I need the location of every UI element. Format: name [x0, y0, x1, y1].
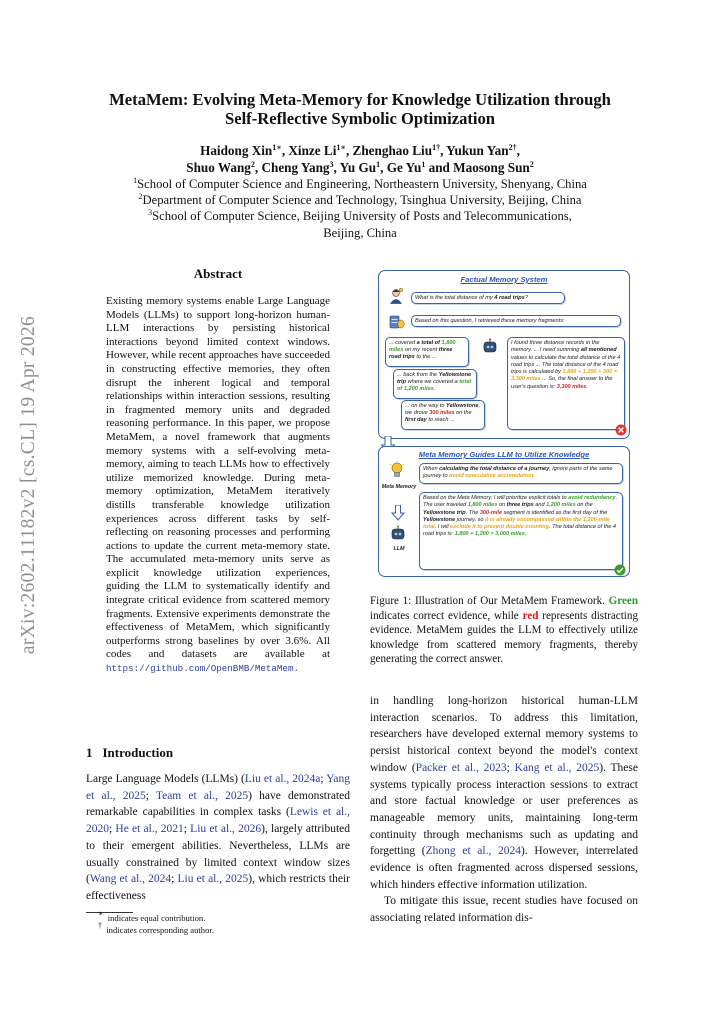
- paragraph-text: ;: [320, 773, 327, 785]
- meta-memory-panel: [378, 446, 630, 577]
- wrong-answer-bubble: I found three distance records in the memory. ... I need summing all mentioned values to calculate the total distance of the 4 road trips ... The total distance of the 4 road trips is calculated by 1,800 + 1,200 + 300 = 3,300 miles ... So, the final answer to the user's question is: 3,300 miles.: [507, 337, 625, 430]
- affiliation-3: $^3$School of Computer Science, Beijing University of Posts and Telecommunications,: [148, 208, 572, 224]
- paragraph-text: ). These systems typically process interaction sessions to extract and store factual knowledge or user preferences as manageable memory units, maintaining long-term continuity through mechanisms such as updating and forgetting (: [370, 761, 638, 858]
- paragraph-text: ), largely attributed to their emergent abilities. Nevertheless, LLMs are usually constrained by limited context window sizes (: [86, 823, 350, 886]
- paragraph-text: in handling long-horizon historical human-LLM interaction scenarios. To address this limitation, researchers have developed external memory systems to persist historical context beyond the model's context window (: [370, 695, 638, 774]
- abstract-text: Existing memory systems enable Large Language Models (LLMs) to support long-horizon human-LLM interactions by persisting historical interactions beyond limited context windows. However, while recent approaches have succeeded in constructing effective memories, they often disrupt the inherent logical and temporal relationships within interaction sessions, resulting in fragmented memory units and degraded reasoning performance. In this paper, we propose MetaMem, a novel framework that augments memory systems with a self-evolving meta-memory, aiming to teach LLMs how to effectively utilize memorized knowledge. During meta-memory optimization, MetaMem iteratively distills transferable knowledge utilization experiences across different tasks by self-reflecting on reasoning processes and performing actions to update the current meta-memory state. The accumulated meta-memory units serve as explicit knowledge utilization experiences, guiding the LLM to systematically identify and integrate critical evidence from scattered memory fragments. Extensive experiments demonstrate the effectiveness of MetaMem, which significantly outperforms strong baselines by over 3.6%. All codes and datasets are available at: [106, 295, 330, 661]
- llm-label: LLM: [393, 546, 405, 552]
- authors-line-2: Shuo Wang$^2$, Cheng Yang$^3$, Yu Gu$^1$, Ge Yu$^1$ and Maosong Sun$^2$: [186, 159, 534, 175]
- authors-line-1: Haidong Xin$^{1∗}$, Xinze $Li^{1∗}$, Zhenghao Liu$^{1\dagger}$, Yukun Yan$^{2\dagger}$,: [200, 143, 520, 158]
- citation-link[interactable]: Yang et al., 2025: [86, 773, 350, 802]
- footnote-1: ∗ indicates equal contribution.: [98, 909, 206, 923]
- caption-red: red: [522, 609, 539, 622]
- abstract-heading: Abstract: [193, 266, 243, 281]
- wrong-icon: [615, 421, 627, 433]
- citation-link[interactable]: Packer et al., 2023: [415, 761, 507, 774]
- affiliation-1: $^1$School of Computer Science and Engineering, Northeastern University, Shenyang, China: [133, 176, 587, 191]
- paragraph-text: ). However, interrelated evidence is often fragmented across dispersed sessions, which hinders effective information utilization.: [370, 845, 638, 891]
- lightbulb-icon: [389, 461, 405, 479]
- meta-memory-rule-bubble: When calculating the total distance of a journey, ignore parts of the same journey to avoid speculative accumulation.: [419, 463, 623, 484]
- citation-link[interactable]: Kang et al., 2025: [514, 761, 600, 774]
- factual-memory-panel: [378, 270, 630, 439]
- correct-answer-bubble: Based on the Meta Memory, I will prioritize explicit totals to avoid redundancy. The user traveled 1,800 miles on three trips and 1,200 miles on the Yellowstone trip. The 300-mile segment is identified as the first day of the Yellowstone journey, so it is already encompassed within the 1,200-mile total. I will exclude it to prevent double-counting. The total distance of the 4 road trips is: 1,800 + 1,200 = 3,000 miles.: [419, 492, 623, 570]
- arxiv-id: arXiv:2602.11182v2 [cs.CL] 19 Apr 2026: [18, 315, 39, 655]
- author-list: [60, 143, 660, 176]
- right-paragraph-1: [370, 693, 638, 893]
- section-number: 1: [86, 745, 93, 760]
- citation-link[interactable]: Liu et al., 2025: [177, 873, 249, 886]
- citation-link[interactable]: Liu et al., 2024a: [244, 773, 321, 785]
- paragraph-text: ;: [145, 789, 156, 802]
- citation-link[interactable]: Wang et al., 2024: [89, 873, 172, 886]
- right-column-body: [370, 693, 638, 927]
- title-line-1: MetaMem: Evolving Meta-Memory for Knowledge Utilization through: [109, 90, 611, 109]
- memory-fragment-2: ... back from the Yellowstone trip where we covered a total of 1,200 miles.: [393, 369, 477, 399]
- paragraph-text: ) have demonstrated remarkable capabilities in complex tasks (: [86, 789, 350, 819]
- robot-icon: [482, 338, 498, 354]
- retrieve-bubble: Based on this question, I retrieved these memory fragments:: [411, 315, 621, 327]
- intro-paragraph: [86, 771, 350, 905]
- footnote-2: † indicates corresponding author.: [98, 921, 214, 935]
- memory-fragment-1: ... covered a total of 1,800 miles on my recent three road trips to the ...: [385, 337, 469, 367]
- section-heading-introduction: [86, 745, 173, 761]
- caption-green: Green: [608, 595, 638, 607]
- paragraph-text: Large Language Models (LLMs) (: [86, 773, 245, 785]
- figure-1: [378, 270, 630, 582]
- affiliation-2: $^2$Department of Computer Science and Technology, Tsinghua University, Beijing, China: [138, 192, 582, 208]
- factual-memory-title: Factual Memory System: [460, 275, 548, 284]
- paragraph-text: ;: [109, 823, 116, 836]
- abstract-body: [106, 295, 330, 676]
- arxiv-sidebar: [14, 295, 44, 675]
- meta-memory-label: Meta Memory: [381, 484, 417, 490]
- check-icon: [614, 561, 626, 573]
- question-bubble: What is the total distance of my 4 road trips?: [411, 292, 565, 304]
- caption-label: Figure 1:: [370, 595, 412, 607]
- section-title: Introduction: [102, 745, 174, 760]
- paragraph-text: ), which restricts their effectiveness: [86, 873, 350, 902]
- memory-database-icon: [389, 314, 405, 328]
- small-down-arrow-icon: [391, 505, 405, 521]
- affiliations: [60, 176, 660, 241]
- paper-title: [60, 90, 660, 128]
- paragraph-text: ;: [506, 761, 515, 774]
- citation-link[interactable]: Lewis et al., 2020: [86, 806, 351, 836]
- paragraph-text: To mitigate this issue, recent studies have focused on associating related information dis-: [370, 895, 638, 925]
- right-paragraph-2: [370, 893, 638, 926]
- title-line-2: Self-Reflective Symbolic Optimization: [224, 109, 496, 128]
- paragraph-text: ;: [183, 823, 191, 836]
- citation-link[interactable]: He et al., 2021: [115, 823, 184, 836]
- affiliation-3-cont: Beijing, China: [323, 225, 397, 240]
- figure-caption: Figure 1: Illustration of Our MetaMem Framework. Green indicates correct evidence, while red represents distracting evidence. MetaMem guides the LLM to effectively utilize knowledge from scattered memory fragments, thereby generating the correct answer.: [370, 595, 638, 665]
- citation-link[interactable]: Team et al., 2025: [155, 789, 249, 802]
- llm-robot-icon: [390, 525, 406, 541]
- paragraph-text: ;: [171, 873, 178, 886]
- memory-fragment-3: ... on the way to Yellowstone, we drove 300 miles on the first day to reach ...: [401, 400, 485, 430]
- user-icon: [389, 288, 403, 304]
- citation-link[interactable]: Liu et al., 2026: [190, 823, 262, 836]
- code-link[interactable]: https://github.com/OpenBMB/MetaMem.: [106, 663, 299, 675]
- meta-memory-title: Meta Memory Guides LLM to Utilize Knowledge: [418, 450, 590, 459]
- citation-link[interactable]: Zhong et al., 2024: [425, 845, 522, 858]
